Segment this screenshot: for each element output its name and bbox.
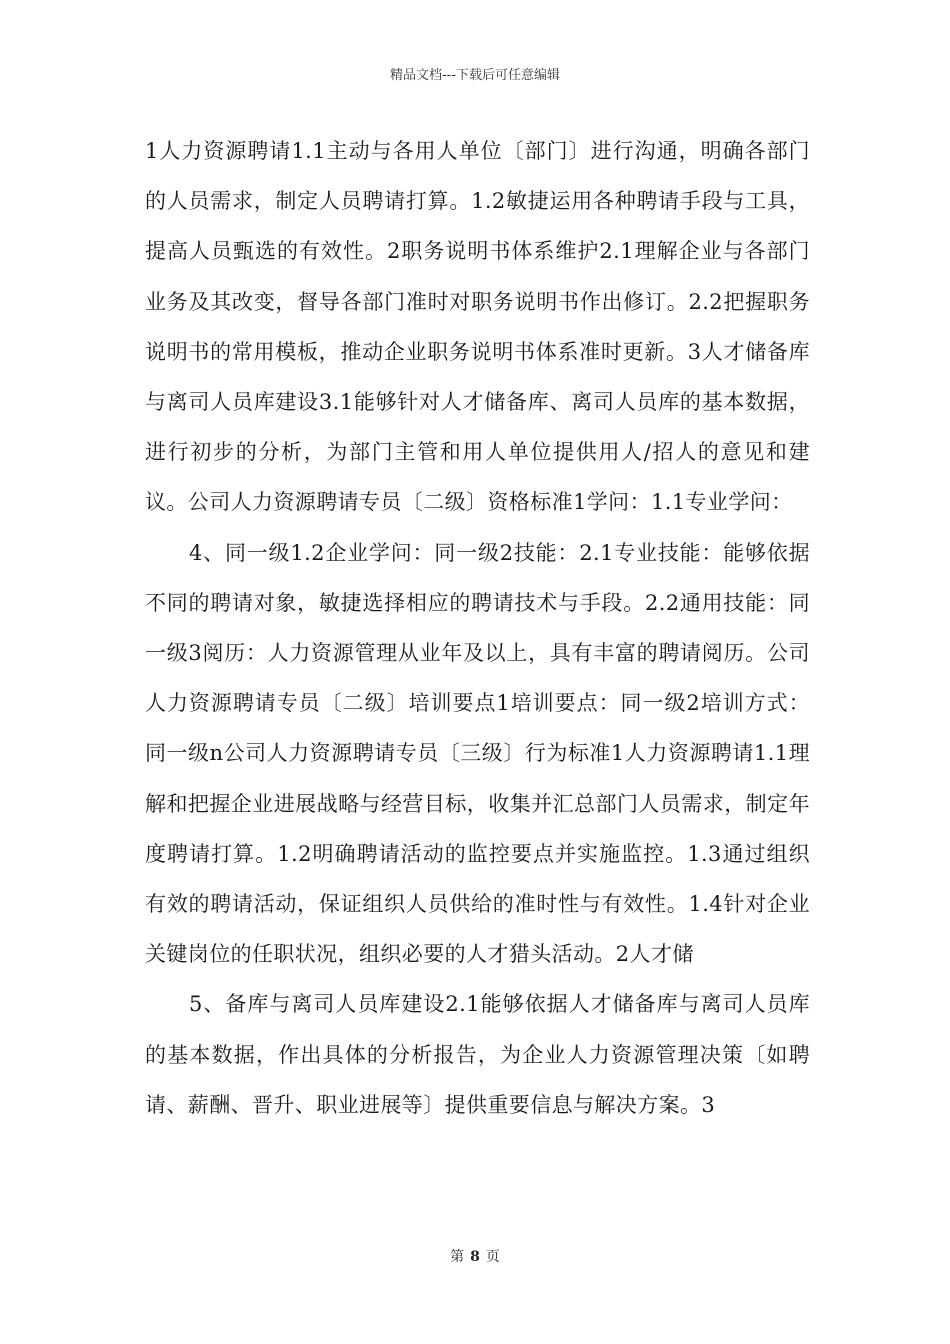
paragraph-3: 5、备库与离司人员库建设2.1能够依据人才储备库与离司人员库的基本数据，作出具体的分析报告，为企业人力资源管理决策〔如聘请、薪酬、晋升、职业进展等〕提供重要信息与解决方案。3 xyxy=(145,992,810,1117)
paragraph-1: 1人力资源聘请1.1主动与各用人单位〔部门〕进行沟通，明确各部门的人员需求，制定人员聘请打算。1.2敏捷运用各种聘请手段与工具，提高人员甄选的有效性。2职务说明书体系维护2.1理解企业与各部门业务及其改变，督导各部门准时对职务说明书作出修订。2.2把握职务说明书的常用模板，推动企业职务说明书体系准时更新。3人才储备库与离司人员库建设3.1能够针对人才储备库、离司人员库的基本数据，进行初步的分析，为部门主管和用人单位提供用人/招人的意见和建议。公司人力资源聘请专员〔二级〕资格标准1学问：1.1专业学问： xyxy=(145,139,810,515)
document-body xyxy=(145,126,810,1130)
page-suffix: 页 xyxy=(485,1249,500,1265)
page-footer xyxy=(0,1246,950,1266)
page-number: 8 xyxy=(470,1249,480,1265)
page-prefix: 第 xyxy=(450,1249,465,1265)
paragraph-2: 4、同一级1.2企业学问：同一级2技能：2.1专业技能：能够依据不同的聘请对象，敏捷选择相应的聘请技术与手段。2.2通用技能：同一级3阅历：人力资源管理从业年及以上，具有丰富的聘请阅历。公司人力资源聘请专员〔二级〕培训要点1培训要点：同一级2培训方式：同一级n公司人力资源聘请专员〔三级〕行为标准1人力资源聘请1.1理解和把握企业进展战略与经营目标，收集并汇总部门人员需求，制定年度聘请打算。1.2明确聘请活动的监控要点并实施监控。1.3通过组织有效的聘请活动，保证组织人员供给的准时性与有效性。1.4针对企业关键岗位的任职状况，组织必要的人才猎头活动。2人才储 xyxy=(145,540,810,967)
page-header: 精品文档---下载后可任意编辑 xyxy=(389,68,561,83)
